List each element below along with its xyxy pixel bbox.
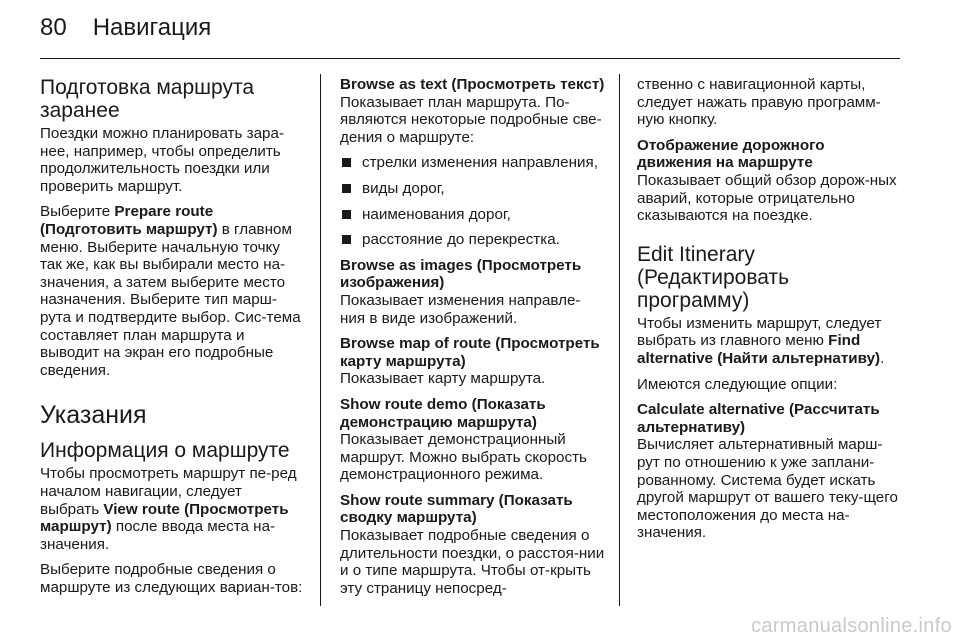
desc-route-demo: Показывает демонстрационный маршрут. Можно выбрать скорость демонстрационного режима. (340, 431, 587, 484)
list-item: виды дорог, (340, 180, 605, 198)
square-bullet-icon (342, 210, 351, 219)
term-traffic-on-route: Отображение дорожного движения на маршруте (637, 136, 825, 172)
desc-browse-text: Показывает план маршрута. По-являются некоторые подробные све-дения о маршруте: (340, 93, 602, 146)
list-item: стрелки изменения направления, (340, 154, 605, 172)
column-1 (40, 76, 305, 604)
paragraph-edit (637, 315, 902, 368)
desc-route-summary: Показывает подробные сведения о длительности поездки, о расстоя-нии и о типе маршрута. Чтобы от-крыть эту страницу непосред- (340, 527, 605, 597)
text-edit-1: Чтобы изменить маршрут, следует выбрать из главного меню (637, 314, 882, 350)
text-view-2: после ввода места на-значения. (40, 518, 276, 553)
text-select-2: в главном меню. Выберите начальную точку так же, как вы выбирали место на-значения, а затем выберите место назначения. Выберите тип марш-рута и подтвердите выбор. Сис-тема составляет план маршрута и выводит на экран его подробные сведения. (40, 220, 301, 379)
header-divider (40, 58, 900, 59)
heading-instructions: Указания (40, 401, 147, 430)
column-divider-1 (320, 74, 321, 606)
paragraph-continued: ственно с навигационной карты, следует нажать правую программ-ную кнопку. (637, 76, 881, 129)
column-2 (340, 76, 605, 605)
term-calculate-alternative: Calculate alternative (Рассчитать альтернативу) (637, 401, 880, 436)
desc-browse-images: Показывает изменения направле-ния в виде изображений. (340, 291, 581, 327)
paragraph-choose-details: Выберите подробные сведения о маршруте из следующих вариан-тов: (40, 561, 303, 596)
list-item: расстояние до перекрестка. (340, 231, 605, 249)
square-bullet-icon (342, 158, 351, 167)
route-detail-list (340, 154, 605, 248)
menu-term-prepare-route: Prepare route (Подготовить маршрут) (40, 203, 218, 238)
paragraph-select-prepare (40, 203, 305, 379)
page-title: Навигация (92, 14, 212, 41)
square-bullet-icon (342, 184, 351, 193)
column-3 (637, 76, 902, 550)
term-browse-map: Browse map of route (Просмотреть карту маршрута) (340, 335, 600, 370)
page-number: 80 (40, 14, 67, 41)
desc-browse-map: Показывает карту маршрута. (340, 370, 546, 388)
text-edit-2: . (880, 349, 885, 367)
menu-term-view-route: View route (Просмотреть маршрут) (40, 500, 289, 536)
list-item: наименования дорог, (340, 206, 605, 224)
heading-route-info: Информация о маршруте (40, 439, 290, 463)
term-route-summary: Show route summary (Показать сводку маршрута) (340, 491, 573, 527)
page-header (40, 14, 211, 46)
text-select-1: Выберите (40, 203, 115, 221)
heading-prepare-route: Подготовка маршрута заранее (40, 76, 255, 122)
term-route-demo: Show route demo (Показать демонстрацию маршрута) (340, 395, 546, 431)
column-divider-2 (619, 74, 620, 606)
watermark: carmanualsonline.info (751, 615, 952, 637)
paragraph-options: Имеются следующие опции: (637, 375, 838, 393)
term-browse-images: Browse as images (Просмотреть изображения) (340, 256, 582, 292)
square-bullet-icon (342, 235, 351, 244)
desc-calculate-alternative: Вычисляет альтернативный марш-рут по отношению к уже заплани-рованному. Система будет искать другой маршрут от вашего теку-щего местоположения до места на-значения. (637, 436, 898, 542)
text-view-1: Чтобы просмотреть маршрут пе-ред началом навигации, следует выбрать (40, 465, 297, 518)
paragraph-prepare: Поездки можно планировать зара-нее, например, чтобы определить продолжительность поездки или проверить маршрут. (40, 125, 285, 195)
desc-traffic-on-route: Показывает общий обзор дорож-ных аварий, которые отрицательно сказываются на поездке. (637, 171, 897, 225)
menu-term-find-alternative: Find alternative (Найти альтернативу) (637, 332, 881, 367)
paragraph-view-route (40, 465, 305, 553)
term-browse-text: Browse as text (Просмотреть текст) (340, 76, 605, 93)
heading-edit-itinerary: Edit Itinerary (Редактировать программу) (637, 242, 790, 312)
